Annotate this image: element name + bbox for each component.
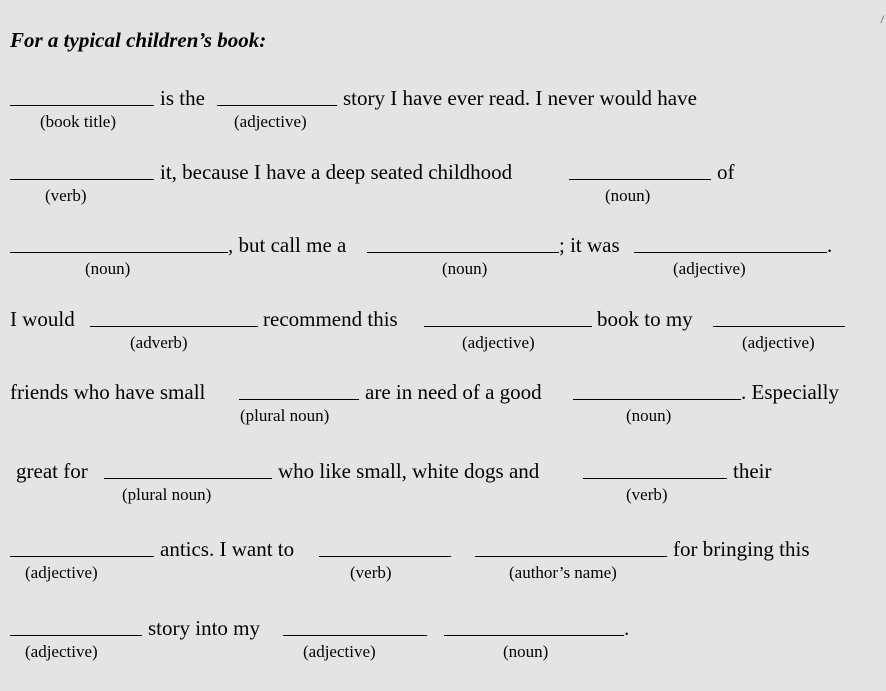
blank-hint: (author’s name) [509, 563, 617, 582]
line-text: great for [16, 459, 88, 483]
blank-hint: (adjective) [742, 333, 815, 352]
line-text: recommend this [263, 307, 398, 331]
line-text: are in need of a good [365, 380, 542, 404]
blank-hint: (adjective) [303, 642, 376, 661]
blank-hint: (noun) [85, 259, 131, 278]
blank-noun[interactable] [367, 252, 559, 253]
line-text: . [624, 616, 630, 640]
blank-adjective[interactable] [283, 635, 427, 636]
line-text: of [717, 160, 735, 184]
blank-adjective[interactable] [424, 326, 592, 327]
line-text: it, because I have a deep seated childhood [160, 160, 513, 184]
line-text: , but call me a [228, 233, 347, 257]
blank-hint: (book title) [40, 112, 117, 131]
blank-hint: (plural noun) [122, 485, 212, 504]
blank-noun[interactable] [10, 252, 228, 253]
blank-hint: (adjective) [25, 563, 98, 582]
worksheet-heading: For a typical children’s book: [10, 28, 267, 52]
blank-verb[interactable] [583, 478, 727, 479]
blank-hint: (adjective) [673, 259, 746, 278]
blank-hint: (adjective) [462, 333, 535, 352]
blank-adjective[interactable] [10, 556, 154, 557]
blank-noun[interactable] [569, 179, 711, 180]
line-text: story into my [148, 616, 261, 640]
line-text: friends who have small [10, 380, 206, 404]
blank-hint: (verb) [350, 563, 392, 582]
blank-hint: (adverb) [130, 333, 188, 352]
blank-hint: (adjective) [234, 112, 307, 131]
line-text: for bringing this [673, 537, 810, 561]
madlib-line-2 [0, 160, 886, 210]
line-text: antics. I want to [160, 537, 295, 561]
line-text: book to my [597, 307, 693, 331]
line-text: I would [10, 307, 75, 331]
blank-verb[interactable] [319, 556, 451, 557]
blank-hint: (noun) [626, 406, 672, 425]
blank-noun[interactable] [573, 399, 741, 400]
blank-plural-noun[interactable] [104, 478, 272, 479]
blank-adjective[interactable] [10, 635, 142, 636]
blank-hint: (verb) [45, 186, 87, 205]
blank-adjective[interactable] [634, 252, 827, 253]
line-text: . [827, 233, 833, 257]
blank-hint: (verb) [626, 485, 668, 504]
blank-adjective[interactable] [713, 326, 845, 327]
blank-verb[interactable] [10, 179, 154, 180]
line-text: . Especially [741, 380, 839, 404]
blank-hint: (plural noun) [240, 406, 330, 425]
line-text: story I have ever read. I never would have [343, 86, 697, 110]
madlib-line-5 [0, 380, 886, 430]
line-text: ; it was [559, 233, 620, 257]
line-text: their [733, 459, 772, 483]
blank-adverb[interactable] [90, 326, 258, 327]
blank-hint: (noun) [503, 642, 549, 661]
blank-adjective[interactable] [217, 105, 337, 106]
madlib-line-1 [0, 86, 886, 136]
madlib-line-7 [0, 537, 886, 587]
blank-hint: (noun) [605, 186, 651, 205]
blank-noun[interactable] [444, 635, 624, 636]
madlib-line-8 [0, 616, 886, 666]
line-text: who like small, white dogs and [278, 459, 540, 483]
blank-book-title[interactable] [10, 105, 154, 106]
madlib-line-3 [0, 233, 886, 283]
madlib-line-6 [0, 459, 886, 509]
edge-mark: / [880, 12, 884, 26]
blank-plural-noun[interactable] [239, 399, 359, 400]
line-text: is the [160, 86, 205, 110]
blank-hint: (adjective) [25, 642, 98, 661]
blank-author-name[interactable] [475, 556, 667, 557]
blank-hint: (noun) [442, 259, 488, 278]
madlib-line-4 [0, 307, 886, 357]
